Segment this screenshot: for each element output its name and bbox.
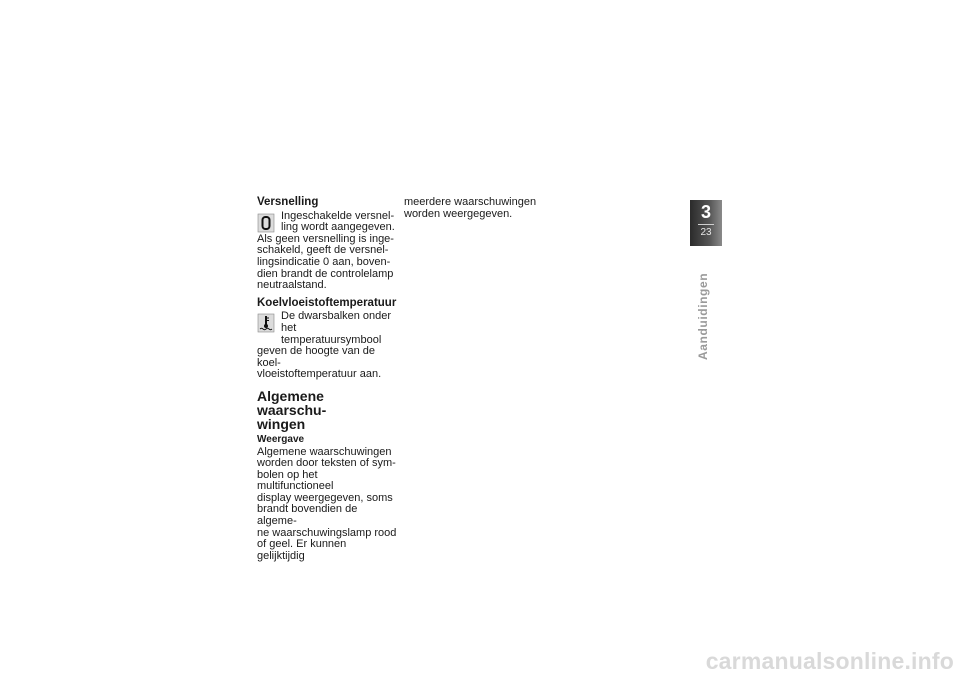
heading-koelvloeistof: Koelvloeistoftemperatuur <box>257 296 397 309</box>
left-column <box>257 197 397 562</box>
koel-symbol-row <box>257 311 397 346</box>
chapter-side-label: Aanduidingen <box>696 272 710 360</box>
versnelling-symbol-row <box>257 211 397 234</box>
page-number: 23 <box>700 227 712 238</box>
watermark: carmanualsonline.info <box>705 648 954 674</box>
section-versnelling: Versnelling Ingeschakelde versnel- ling wordt aangegeven. Als geen versnelling is inge- schakeld, geeft de versnel- lingsindicatie 0 aan, boven- dien brandt de controlelamp neutraalstand. <box>257 197 397 292</box>
heading-algemene-waarschuwingen: Algemene waarschu- wingen <box>257 387 327 432</box>
coolant-temperature-icon <box>257 313 275 333</box>
section-algemene-waarschuwingen: Algemene waarschu- wingen Weergave Algemene waarschuwingen worden door teksten of sym- bolen op het multifunctioneel display weergegeven, soms brandt bovendien de algeme- ne waarschuwingslamp rood of geel. Er kunnen gelijktijdig <box>257 387 397 562</box>
koel-intro: De dwarsbalken onder het temperatuursymbool <box>281 310 392 346</box>
right-column: meerdere waarschuwingen worden weergegeven. <box>404 196 537 220</box>
chapter-tab <box>690 200 722 246</box>
chapter-number: 3 <box>700 202 711 222</box>
heading-versnelling: Versnelling <box>257 196 319 208</box>
section-koelvloeistof: Koelvloeistoftemperatuur De dwarsbalken onder het temperatuursymbool geven de hoogte van de koel- vloeistoftemperatuur aan. <box>257 296 397 381</box>
versnelling-intro: Ingeschakelde versnel- ling wordt aangegeven. <box>281 209 395 234</box>
gear-indicator-icon <box>257 213 275 233</box>
tab-divider <box>698 224 714 225</box>
subheading-weergave: Weergave <box>257 433 305 445</box>
